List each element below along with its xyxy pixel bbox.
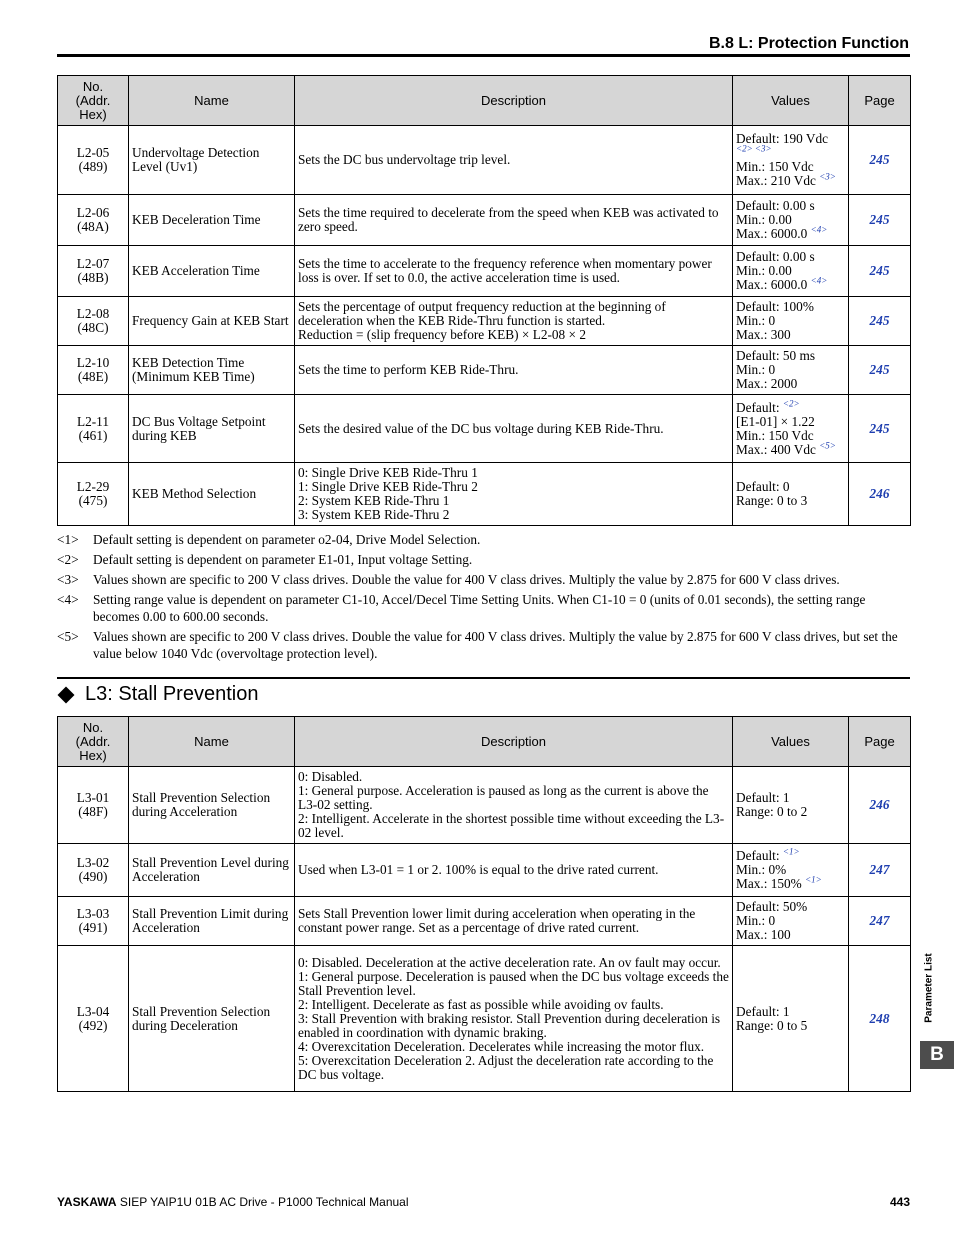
table-row [58, 844, 911, 897]
column-header-no: No. (Addr. Hex) [58, 717, 129, 767]
param-name-cell: Stall Prevention Level during Acceleration [129, 844, 295, 897]
page-link[interactable]: 245 [849, 395, 911, 463]
section-rule [57, 677, 910, 679]
footnote-ref-link[interactable]: <4> [810, 275, 828, 286]
table-row [58, 946, 911, 1092]
param-description-cell: 0: Single Drive KEB Ride-Thru 1 1: Single Drive KEB Ride-Thru 2 2: System KEB Ride-Thru 1 3: System KEB Ride-Thru 2 [295, 463, 733, 526]
footnote-mark: <5> [57, 629, 79, 644]
page-link[interactable]: 245 [849, 297, 911, 346]
param-number-cell: L2-07 (48B) [58, 246, 129, 297]
table-row [58, 126, 911, 195]
param-description-cell: 0: Disabled. Deceleration at the active deceleration rate. An ov fault may occur. 1: General purpose. Deceleration is paused when the DC bus voltage exceeds the Stall Prevention level. 2: Intelligent. Decelerate as fast as possible while avoiding ov faults. 3: Stall Prevention with braking resistor. Stall Prevention during deceleration is enabled in coordination with dynamic braking. 4: Overexcitation Deceleration. Decelerates while increasing the motor flux. 5: Overexcitation Deceleration 2. Adjust the deceleration rate according to the DC bus voltage. [295, 946, 733, 1092]
footnote-text: Default setting is dependent on parameter E1-01, Input voltage Setting. [93, 552, 473, 567]
param-number-cell: L2-29 (475) [58, 463, 129, 526]
param-values-cell: Default: 50% Min.: 0 Max.: 100 [733, 897, 849, 946]
param-description-cell: Sets Stall Prevention lower limit during acceleration when operating in the constant power range. Set as a percentage of drive rated current. [295, 897, 733, 946]
table-row [58, 246, 911, 297]
page-link[interactable]: 245 [849, 346, 911, 395]
footnote [57, 628, 910, 662]
param-values-cell: Default: 0.00 s Min.: 0.00 Max.: 6000.0 $^{<4>}$ [733, 246, 849, 297]
footnote-mark: <2> [57, 552, 79, 567]
table-row [58, 767, 911, 844]
param-number-cell: L2-08 (48C) [58, 297, 129, 346]
param-description-cell: Sets the desired value of the DC bus voltage during KEB Ride-Thru. [295, 395, 733, 463]
table-row [58, 195, 911, 246]
param-number-cell: L3-02 (490) [58, 844, 129, 897]
param-description-cell: Sets the time required to decelerate from the speed when KEB was activated to zero speed. [295, 195, 733, 246]
footnote-text: Values shown are specific to 200 V class drives. Double the value for 400 V class drives. Multiply the value by 2.875 for 600 V class drives, but set the value below 1040 Vdc (overvoltage protection level). [93, 629, 898, 661]
column-header-page: Page [849, 76, 911, 126]
param-description-cell: Used when L3-01 = 1 or 2. 100% is equal to the drive rated current. [295, 844, 733, 897]
param-description-cell: Sets the percentage of output frequency reduction at the beginning of deceleration when the KEB Ride-Thru function is started. Reduction = (slip frequency before KEB) × L2-08 × 2 [295, 297, 733, 346]
param-name-cell: KEB Deceleration Time [129, 195, 295, 246]
parameter-table-l2 [57, 75, 911, 526]
page-link[interactable]: 245 [849, 246, 911, 297]
param-number-cell: L2-11 (461) [58, 395, 129, 463]
column-header-name: Name [129, 76, 295, 126]
column-header-description: Description [295, 76, 733, 126]
page-link[interactable]: 245 [849, 126, 911, 195]
page-link[interactable]: 245 [849, 195, 911, 246]
param-number-cell: L2-06 (48A) [58, 195, 129, 246]
footnote-ref-link[interactable]: <2> <3> [736, 143, 772, 154]
table-row [58, 297, 911, 346]
footnotes [57, 531, 910, 665]
param-values-cell: Default: $^{<2>}$ [E1-01] × 1.22 Min.: 150 Vdc Max.: 400 Vdc $^{<5>}$ [733, 395, 849, 463]
param-number-cell: L3-01 (48F) [58, 767, 129, 844]
footnote [57, 551, 910, 568]
footnote [57, 531, 910, 548]
column-header-values: Values [733, 717, 849, 767]
page-link[interactable]: 247 [849, 844, 911, 897]
footnote [57, 591, 910, 625]
param-description-cell: Sets the DC bus undervoltage trip level. [295, 126, 733, 195]
footnote-mark: <3> [57, 572, 79, 587]
parameter-table-l3 [57, 716, 911, 1092]
param-values-cell: Default: 100% Min.: 0 Max.: 300 [733, 297, 849, 346]
param-number-cell: L3-04 (492) [58, 946, 129, 1092]
param-number-cell: L3-03 (491) [58, 897, 129, 946]
column-header-no: No. (Addr. Hex) [58, 76, 129, 126]
footnote-ref-link[interactable]: <4> [810, 224, 828, 235]
param-values-cell: Default: 190 Vdc $^{<2> <3>}$ Min.: 150 Vdc Max.: 210 Vdc $^{<3>}$ [733, 126, 849, 195]
param-values-cell: Default: 0 Range: 0 to 3 [733, 463, 849, 526]
param-values-cell: Default: 1 Range: 0 to 2 [733, 767, 849, 844]
section-title: L3: Stall Prevention [85, 683, 259, 705]
footer-brand: YASKAWA [57, 1195, 117, 1209]
param-name-cell: KEB Acceleration Time [129, 246, 295, 297]
column-header-description: Description [295, 717, 733, 767]
column-header-values: Values [733, 76, 849, 126]
param-values-cell: Default: 50 ms Min.: 0 Max.: 2000 [733, 346, 849, 395]
table-row [58, 463, 911, 526]
table-row [58, 395, 911, 463]
param-name-cell: Stall Prevention Selection during Deceleration [129, 946, 295, 1092]
param-name-cell: Stall Prevention Selection during Acceleration [129, 767, 295, 844]
side-section-tab: B [920, 1041, 954, 1069]
footnote [57, 571, 910, 588]
param-values-cell: Default: 0.00 s Min.: 0.00 Max.: 6000.0 $^{<4>}$ [733, 195, 849, 246]
page-link[interactable]: 246 [849, 463, 911, 526]
footnote-ref-link[interactable]: <3> [819, 171, 836, 182]
footnote-text: Default setting is dependent on parameter o2-04, Drive Model Selection. [93, 532, 481, 547]
param-values-cell: Default: $^{<1>}$ Min.: 0% Max.: 150% $^{<1>}$ [733, 844, 849, 897]
footnote-ref-link[interactable]: <1> [782, 846, 800, 857]
footnote-mark: <4> [57, 592, 79, 607]
section-heading [57, 683, 258, 706]
param-values-cell: Default: 1 Range: 0 to 5 [733, 946, 849, 1092]
param-description-cell: 0: Disabled. 1: General purpose. Acceleration is paused as long as the current is above the L3-02 setting. 2: Intelligent. Accelerate in the shortest possible time without exceeding the L3-02 level. [295, 767, 733, 844]
page-link[interactable]: 246 [849, 767, 911, 844]
footnote-ref-link[interactable]: <5> [819, 440, 836, 451]
table-row [58, 346, 911, 395]
footnote-ref-link[interactable]: <2> [782, 398, 800, 409]
side-section-label: Parameter List [923, 953, 935, 1023]
page-footer [57, 1195, 910, 1209]
footnote-ref-link[interactable]: <1> [805, 874, 822, 885]
footnote-text: Values shown are specific to 200 V class drives. Double the value for 400 V class drives. Multiply the value by 2.875 for 600 V class drives. [93, 572, 840, 587]
footnote-text: Setting range value is dependent on parameter C1-10, Accel/Decel Time Setting Units. When C1-10 = 0 (units of 0.01 seconds), the setting range becomes 0.00 to 600.00 seconds. [93, 592, 866, 624]
footer-document: YASKAWA SIEP YAIP1U 01B AC Drive - P1000 Technical Manual [57, 1195, 409, 1209]
diamond-bullet-icon [58, 686, 75, 703]
param-description-cell: Sets the time to perform KEB Ride-Thru. [295, 346, 733, 395]
param-name-cell: KEB Detection Time (Minimum KEB Time) [129, 346, 295, 395]
footnote-mark: <1> [57, 532, 79, 547]
section-header-title: B.8 L: Protection Function [709, 35, 909, 52]
page-link[interactable]: 248 [849, 946, 911, 1092]
param-name-cell: DC Bus Voltage Setpoint during KEB [129, 395, 295, 463]
param-name-cell: Stall Prevention Limit during Acceleration [129, 897, 295, 946]
param-number-cell: L2-05 (489) [58, 126, 129, 195]
table-row [58, 897, 911, 946]
param-number-cell: L2-10 (48E) [58, 346, 129, 395]
param-description-cell: Sets the time to accelerate to the frequency reference when momentary power loss is over. If set to 0.0, the active acceleration time is used. [295, 246, 733, 297]
param-name-cell: KEB Method Selection [129, 463, 295, 526]
page-link[interactable]: 247 [849, 897, 911, 946]
column-header-page: Page [849, 717, 911, 767]
header-rule [57, 54, 910, 57]
footer-page-number: 443 [889, 1195, 910, 1209]
column-header-name: Name [129, 717, 295, 767]
param-name-cell: Undervoltage Detection Level (Uv1) [129, 126, 295, 195]
param-name-cell: Frequency Gain at KEB Start [129, 297, 295, 346]
